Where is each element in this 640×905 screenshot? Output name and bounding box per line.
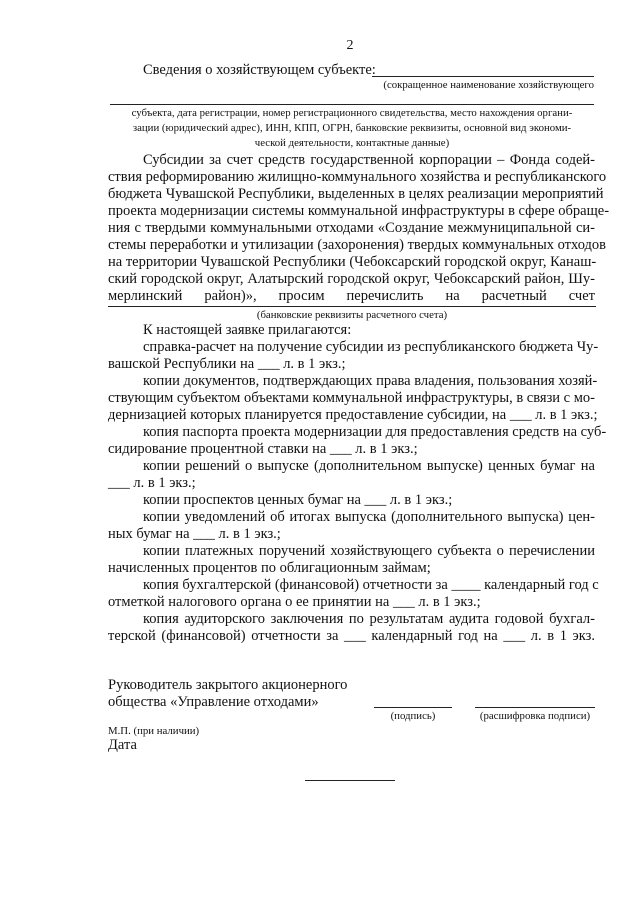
attachment-line: справка-расчет на получение субсидии из республиканского бюджета Чу- <box>143 339 599 355</box>
attachment-line: копия бухгалтерской (финансовой) отчетности за ____ календарный год с <box>143 577 599 593</box>
attachment-line: ___ л. в 1 экз.; <box>108 475 196 491</box>
attachment-line: копии проспектов ценных бумаг на ___ л. в 1 экз.; <box>143 492 453 508</box>
subject-note-3: зации (юридический адрес), ИНН, КПП, ОГРН, банковские реквизиты, основной вид экономи- <box>132 122 572 134</box>
attachment-line: отметкой налогового органа о ее принятии на ___ л. в 1 экз.; <box>108 594 481 610</box>
subsidy-line: ствия реформированию жилищно-коммунального хозяйства и республиканского <box>108 169 607 185</box>
attachment-line: начисленных процентов по облигационным займам; <box>108 560 431 576</box>
attachment-line: копии решений о выпуске (дополнительном выпуске) ценных бумаг на <box>143 458 595 474</box>
date-label: Дата <box>108 737 137 753</box>
attachments-intro: К настоящей заявке прилагаются: <box>143 322 352 338</box>
attachment-line: вашской Республики на ___ л. в 1 экз.; <box>108 356 346 372</box>
subject-label: Сведения о хозяйствующем субъекте: <box>143 62 376 78</box>
attachment-line: ных бумаг на ___ л. в 1 экз.; <box>108 526 281 542</box>
attachment-line: копии платежных поручений хозяйствующего субъекта о перечислении <box>143 543 595 559</box>
closing-rule <box>305 780 395 781</box>
seal-label: М.П. (при наличии) <box>108 725 200 737</box>
subsidy-line: бюджета Чувашской Республики, выделенных в целях реализации мероприятий <box>108 186 604 202</box>
attachment-line: копии документов, подтверждающих права владения, пользования хозяй- <box>143 373 598 389</box>
subsidy-line: проекта модернизации системы коммунальной инфраструктуры в сфере обраще- <box>108 203 610 219</box>
subject-note-4: ческой деятельности, контактные данные) <box>254 137 450 149</box>
subsidy-line: стемы переработки и утилизации (захоронения) твердых коммунальных отходов <box>108 237 607 253</box>
attachment-line: ствующим субъектом объектами коммунальной инфраструктуры, в связи с мо- <box>108 390 595 406</box>
subject-fill-line-2 <box>110 104 594 105</box>
head-title-line-1: Руководитель закрытого акционерного <box>108 677 348 693</box>
subsidy-line: мерлинский район)», просим перечислить на расчетный счет <box>108 288 595 304</box>
head-title-line-2: общества «Управление отходами» <box>108 694 319 710</box>
subsidy-line: Субсидии за счет средств государственной корпорации – Фонда содей- <box>143 152 595 168</box>
subject-note-1: (сокращенное наименование хозяйствующего <box>383 79 594 91</box>
subject-fill-line <box>372 76 594 77</box>
bank-note: (банковские реквизиты расчетного счета) <box>256 309 448 321</box>
attachment-line: терской (финансовой) отчетности за ___ календарный год на ___ л. в 1 экз. <box>108 628 595 644</box>
decoding-caption: (расшифровка подписи) <box>479 710 591 722</box>
attachment-line: сидирование процентной ставки на ___ л. в 1 экз.; <box>108 441 418 457</box>
attachment-line: дернизацией которых планируется предоставление субсидии, на ___ л. в 1 экз.; <box>108 407 598 423</box>
subsidy-line: ния с твердыми коммунальными отходами «Создание межмуниципальной си- <box>108 220 595 236</box>
subsidy-line: на территории Чувашской Республики (Чебоксарский городской округ, Канаш- <box>108 254 597 270</box>
bank-fill-line <box>108 306 596 307</box>
decoding-line <box>475 707 595 708</box>
signature-caption: (подпись) <box>390 710 436 722</box>
subsidy-line: ский городской округ, Алатырский городской округ, Чебоксарский район, Шу- <box>108 271 595 287</box>
attachment-line: копия аудиторского заключения по результатам аудита годовой бухгал- <box>143 611 595 627</box>
page-number: 2 <box>346 38 354 53</box>
attachment-line: копия паспорта проекта модернизации для предоставления средств на суб- <box>143 424 607 440</box>
subject-note-2: субъекта, дата регистрации, номер регистрационного свидетельства, место нахождения органи- <box>131 107 573 119</box>
signature-line <box>374 707 452 708</box>
attachment-line: копии уведомлений об итогах выпуска (дополнительного выпуска) цен- <box>143 509 595 525</box>
